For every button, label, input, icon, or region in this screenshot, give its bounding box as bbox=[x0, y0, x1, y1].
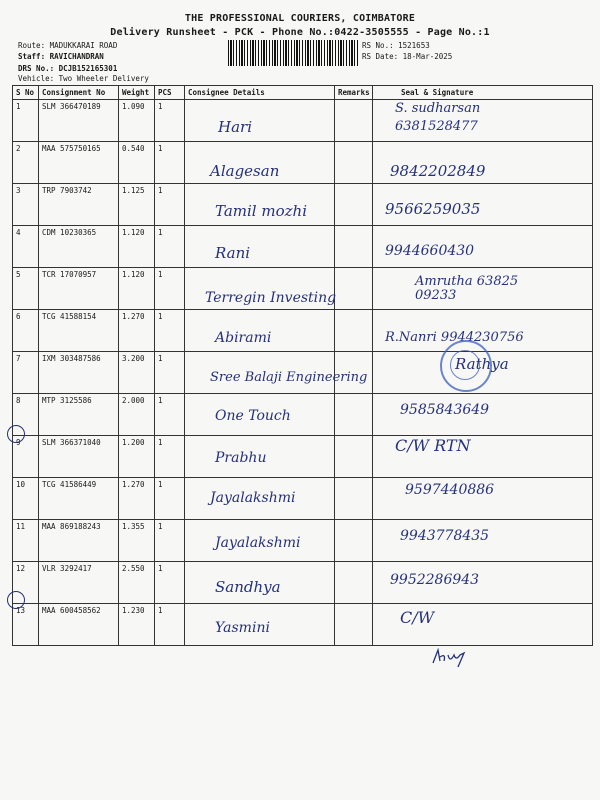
cell-pcs: 1 bbox=[155, 478, 185, 520]
cell-remarks bbox=[335, 604, 373, 646]
cell-weight: 1.270 bbox=[119, 478, 155, 520]
cell-remarks bbox=[335, 436, 373, 478]
row-circle-mark bbox=[7, 425, 25, 443]
cell-weight: 0.540 bbox=[119, 142, 155, 184]
handwritten-signature: 9943778435 bbox=[400, 528, 490, 544]
cell-sno: 4 bbox=[13, 226, 39, 268]
cell-consignment: SLM 366470189 bbox=[39, 100, 119, 142]
cell-pcs: 1 bbox=[155, 226, 185, 268]
cell-weight: 1.355 bbox=[119, 520, 155, 562]
cell-consignment: CDM 10230365 bbox=[39, 226, 119, 268]
table-row bbox=[13, 478, 593, 520]
cell-weight: 2.000 bbox=[119, 394, 155, 436]
col-header-remarks: Remarks bbox=[335, 86, 373, 100]
cell-sno: 2 bbox=[13, 142, 39, 184]
handwritten-consignee: Prabhu bbox=[215, 450, 267, 466]
cell-pcs: 1 bbox=[155, 562, 185, 604]
cell-weight: 2.550 bbox=[119, 562, 155, 604]
table-row bbox=[13, 436, 593, 478]
cell-remarks bbox=[335, 268, 373, 310]
cell-weight: 1.230 bbox=[119, 604, 155, 646]
cell-sno: 13 bbox=[13, 604, 39, 646]
table-row bbox=[13, 394, 593, 436]
staff-label: Staff: RAVICHANDRAN bbox=[18, 52, 104, 61]
cell-pcs: 1 bbox=[155, 100, 185, 142]
handwritten-consignee: Sree Balaji Engineering bbox=[210, 370, 368, 385]
footer-initials-scribble bbox=[430, 645, 475, 670]
handwritten-consignee: Tamil mozhi bbox=[215, 202, 307, 220]
cell-consignee bbox=[185, 100, 335, 142]
route-label: Route: MADUKKARAI ROAD bbox=[18, 41, 118, 50]
cell-weight: 1.090 bbox=[119, 100, 155, 142]
cell-sno: 9 bbox=[13, 436, 39, 478]
cell-pcs: 1 bbox=[155, 520, 185, 562]
cell-pcs: 1 bbox=[155, 142, 185, 184]
handwritten-signature: Amrutha 63825 09233 bbox=[415, 274, 519, 303]
row-circle-mark bbox=[7, 591, 25, 609]
cell-sno: 1 bbox=[13, 100, 39, 142]
handwritten-signature: 9944660430 bbox=[385, 243, 475, 259]
cell-sno: 8 bbox=[13, 394, 39, 436]
cell-pcs: 1 bbox=[155, 604, 185, 646]
cell-weight: 1.200 bbox=[119, 436, 155, 478]
handwritten-signature: S. sudharsan 6381528477 bbox=[395, 101, 481, 134]
handwritten-consignee: Alagesan bbox=[210, 162, 280, 180]
cell-weight: 3.200 bbox=[119, 352, 155, 394]
cell-remarks bbox=[335, 184, 373, 226]
cell-sno: 10 bbox=[13, 478, 39, 520]
rs-date: RS Date: 18-Mar-2025 bbox=[362, 52, 453, 61]
cell-weight: 1.125 bbox=[119, 184, 155, 226]
cell-consignment: MTP 3125586 bbox=[39, 394, 119, 436]
cell-remarks bbox=[335, 562, 373, 604]
cell-pcs: 1 bbox=[155, 436, 185, 478]
handwritten-consignee: Hari bbox=[218, 118, 252, 136]
cell-weight: 1.120 bbox=[119, 226, 155, 268]
cell-sno: 6 bbox=[13, 310, 39, 352]
cell-consignment: VLR 3292417 bbox=[39, 562, 119, 604]
cell-consignment: SLM 366371040 bbox=[39, 436, 119, 478]
handwritten-signature: 9585843649 bbox=[400, 402, 490, 418]
handwritten-signature: C/W RTN bbox=[395, 436, 471, 455]
cell-weight: 1.120 bbox=[119, 268, 155, 310]
cell-consignment: IXM 303487586 bbox=[39, 352, 119, 394]
handwritten-signature: C/W bbox=[400, 608, 435, 627]
handwritten-consignee: Sandhya bbox=[215, 578, 281, 596]
cell-remarks bbox=[335, 478, 373, 520]
cell-pcs: 1 bbox=[155, 310, 185, 352]
cell-sno: 5 bbox=[13, 268, 39, 310]
cell-consignment: MAA 600458562 bbox=[39, 604, 119, 646]
cell-pcs: 1 bbox=[155, 394, 185, 436]
col-header-pcs: PCS bbox=[155, 86, 185, 100]
table-row bbox=[13, 562, 593, 604]
col-header-sno: S No bbox=[13, 86, 39, 100]
table-header-row bbox=[13, 86, 593, 100]
handwritten-consignee: Terregin Investing bbox=[205, 290, 337, 306]
table-row bbox=[13, 142, 593, 184]
rs-number: RS No.: 1521653 bbox=[362, 41, 430, 50]
cell-consignment: TCG 41586449 bbox=[39, 478, 119, 520]
handwritten-consignee: Jayalakshmi bbox=[210, 490, 296, 506]
handwritten-consignee: Jayalakshmi bbox=[215, 535, 301, 551]
cell-consignee bbox=[185, 226, 335, 268]
cell-sno: 11 bbox=[13, 520, 39, 562]
barcode bbox=[228, 40, 358, 66]
handwritten-signature: R.Nanri 9944230756 bbox=[385, 330, 524, 345]
cell-remarks bbox=[335, 100, 373, 142]
col-header-signature: Seal & Signature bbox=[373, 86, 593, 100]
handwritten-signature: 9597440886 bbox=[405, 482, 495, 498]
cell-consignment: MAA 575750165 bbox=[39, 142, 119, 184]
runsheet-subtitle: Delivery Runsheet - PCK - Phone No.:0422-3505555 - Page No.:1 bbox=[110, 27, 490, 38]
cell-sno: 3 bbox=[13, 184, 39, 226]
cell-pcs: 1 bbox=[155, 184, 185, 226]
cell-consignment: TCG 41588154 bbox=[39, 310, 119, 352]
table-row bbox=[13, 604, 593, 646]
cell-sno: 7 bbox=[13, 352, 39, 394]
cell-pcs: 1 bbox=[155, 352, 185, 394]
handwritten-consignee: Abirami bbox=[215, 330, 272, 346]
cell-consignment: TRP 7903742 bbox=[39, 184, 119, 226]
handwritten-consignee: Rani bbox=[215, 244, 251, 262]
cell-remarks bbox=[335, 142, 373, 184]
cell-sno: 12 bbox=[13, 562, 39, 604]
cell-consignment: MAA 869188243 bbox=[39, 520, 119, 562]
handwritten-consignee: Yasmini bbox=[215, 620, 270, 636]
company-title: THE PROFESSIONAL COURIERS, COIMBATORE bbox=[184, 13, 416, 24]
cell-remarks bbox=[335, 310, 373, 352]
handwritten-signature: Rathya bbox=[455, 355, 509, 373]
table-row bbox=[13, 226, 593, 268]
handwritten-signature: 9566259035 bbox=[385, 200, 481, 218]
vehicle-label: Vehicle: Two Wheeler Delivery bbox=[18, 74, 149, 83]
cell-remarks bbox=[335, 520, 373, 562]
col-header-consignee: Consignee Details bbox=[185, 86, 335, 100]
table-row bbox=[13, 520, 593, 562]
handwritten-consignee: One Touch bbox=[215, 408, 291, 424]
cell-remarks bbox=[335, 394, 373, 436]
handwritten-signature: 9842202849 bbox=[390, 162, 486, 180]
col-header-consignment: Consignment No bbox=[39, 86, 119, 100]
cell-weight: 1.270 bbox=[119, 310, 155, 352]
cell-remarks bbox=[335, 226, 373, 268]
drs-number: DRS No.: DCJB152165301 bbox=[18, 64, 118, 73]
cell-consignment: TCR 17070957 bbox=[39, 268, 119, 310]
handwritten-signature: 9952286943 bbox=[390, 572, 480, 588]
col-header-weight: Weight bbox=[119, 86, 155, 100]
cell-pcs: 1 bbox=[155, 268, 185, 310]
